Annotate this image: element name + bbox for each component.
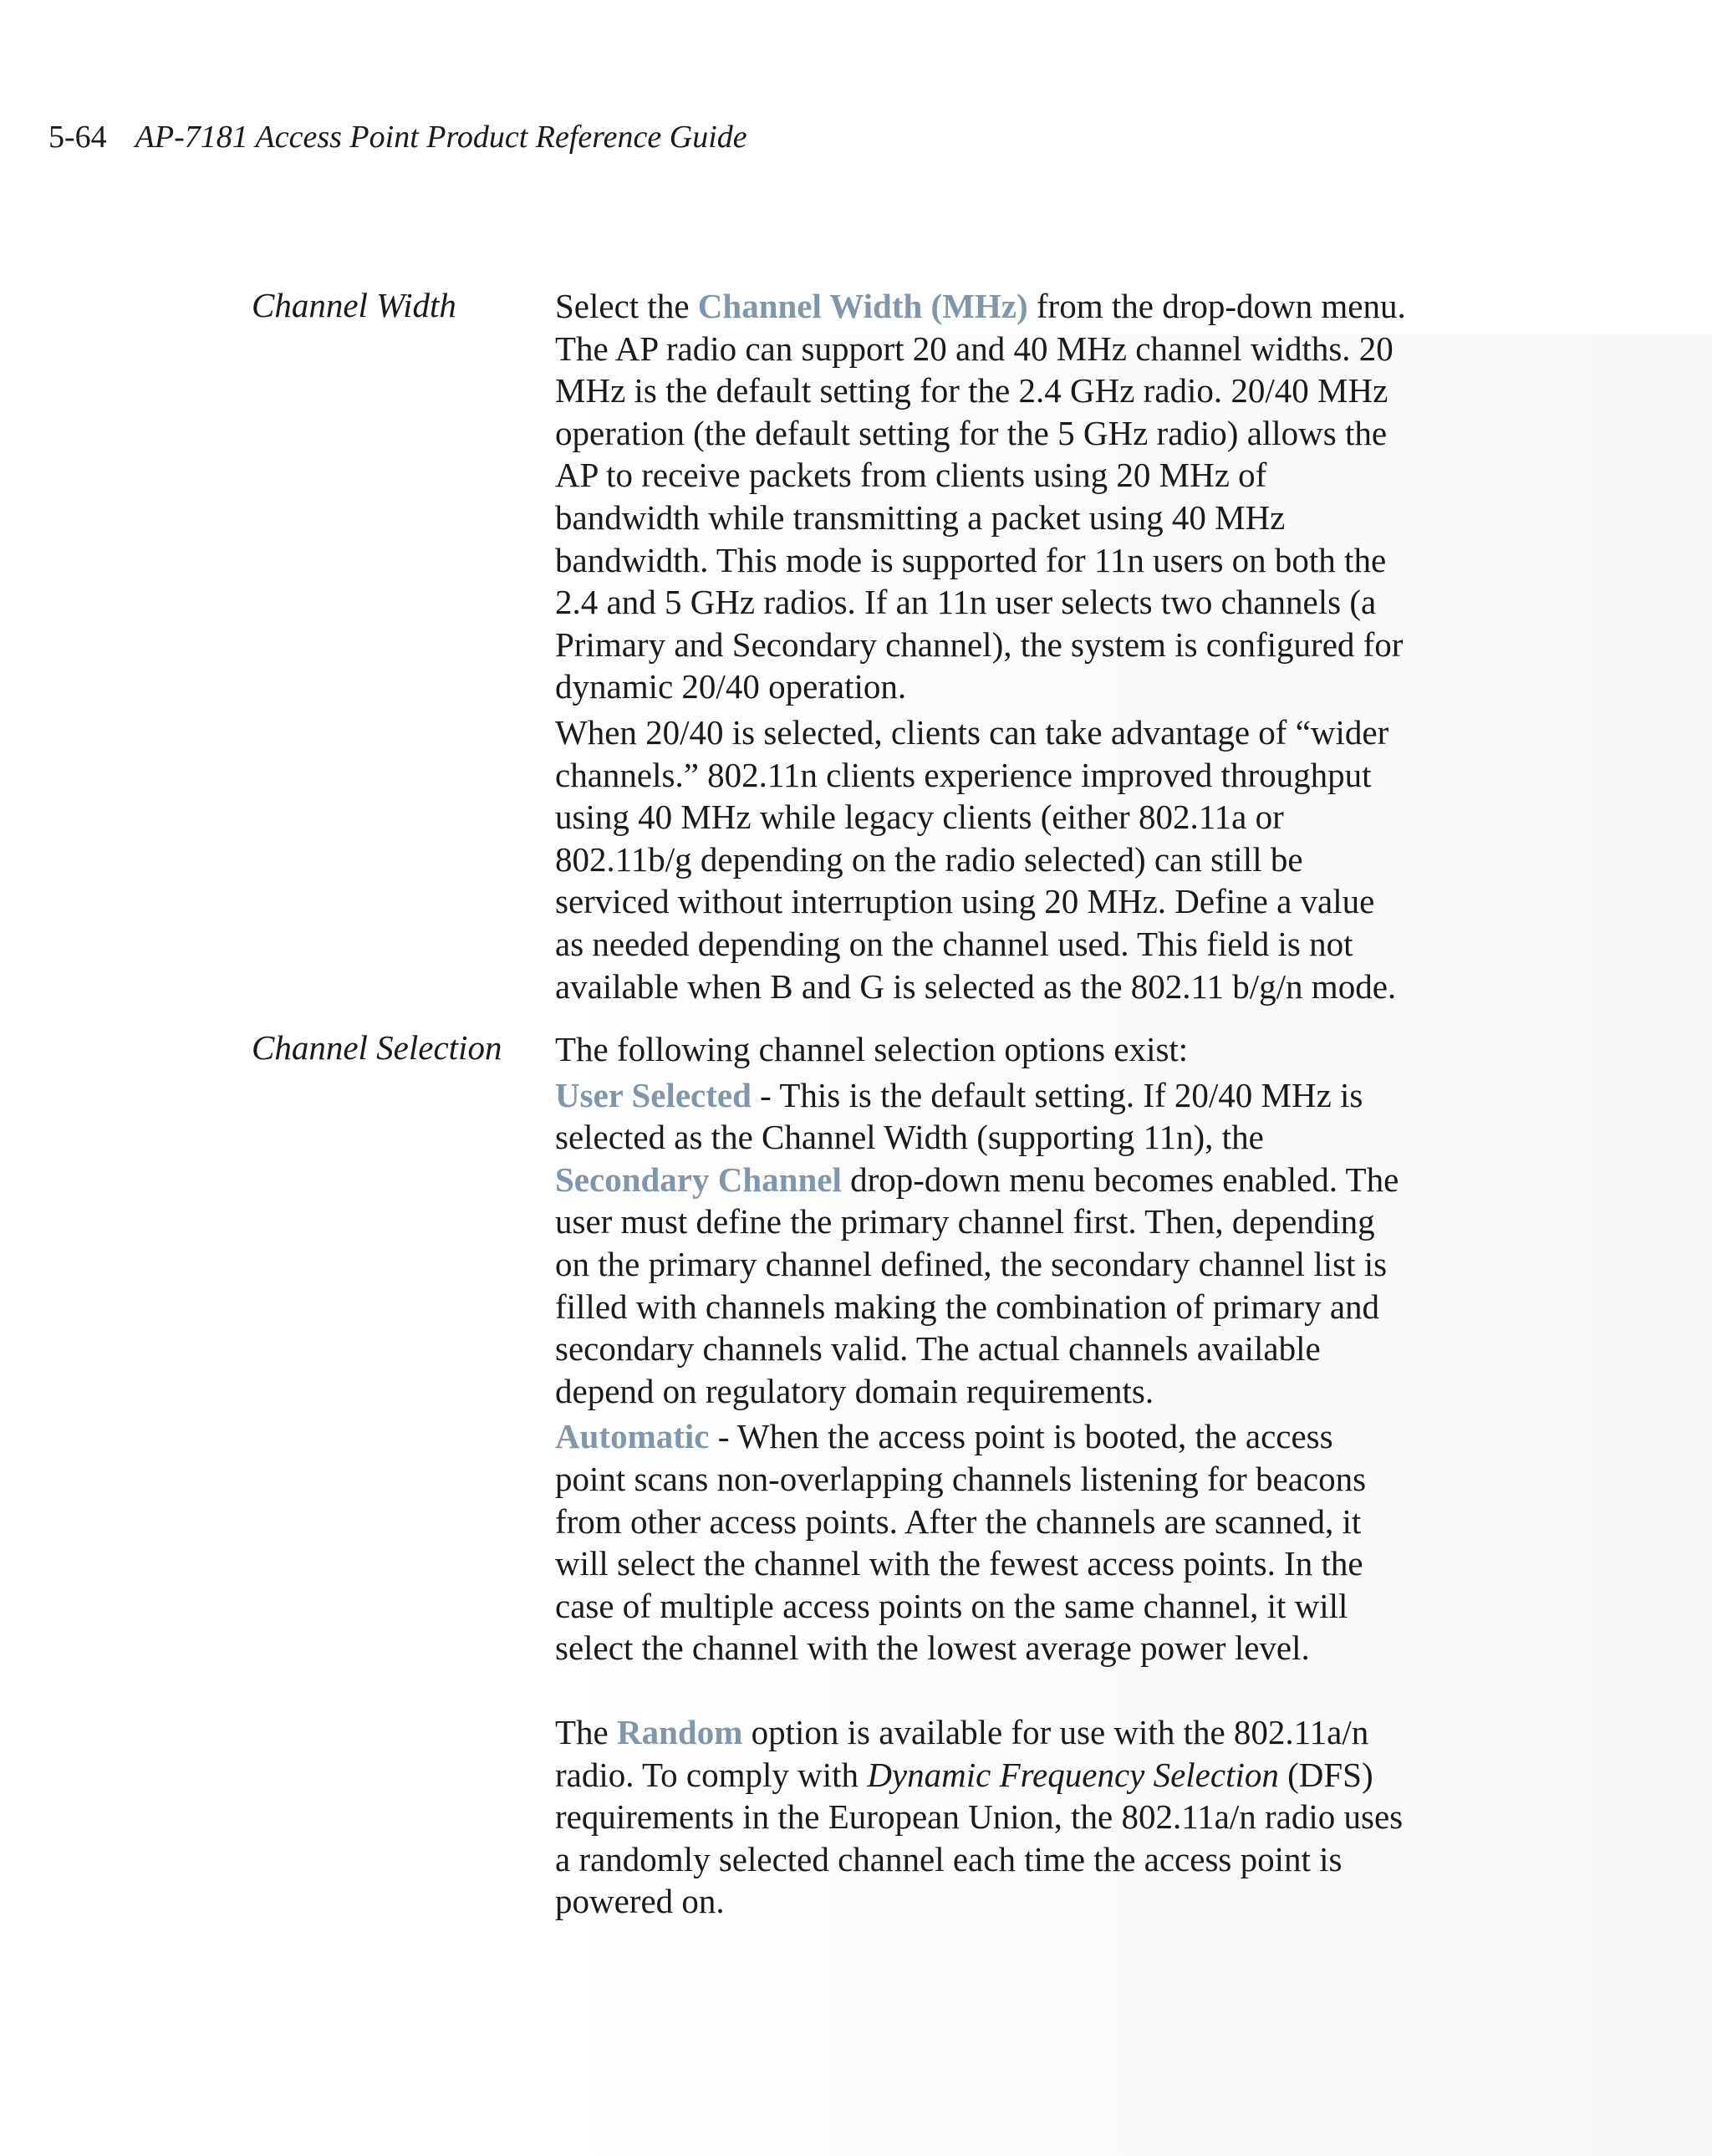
description-channel-selection <box>555 1028 1408 1926</box>
page-number: 5-64 <box>48 120 107 155</box>
italic-term-dfs: Dynamic Frequency Selection <box>867 1755 1279 1794</box>
guide-title: AP-7181 Access Point Product Reference Guide <box>135 120 747 155</box>
text-run: (DFS) requirements in the European Union, the 802.11a/n radio uses a randomly selected channel each time the access point is powered on. <box>555 1755 1404 1921</box>
paragraph <box>555 285 1408 708</box>
keyword-automatic: Automatic <box>555 1417 710 1456</box>
paragraph <box>555 1415 1408 1669</box>
text-run: drop-down menu becomes enabled. The user must define the primary channel first. Then, depending on the primary channel defined, the secondary channel list is filled with channels making the combination of primary and secondary channels valid. The actual channels available depend on regulatory domain requirements. <box>555 1160 1399 1410</box>
paragraph: When 20/40 is selected, clients can take advantage of “wider channels.” 802.11n clients experience improved throughput using 40 MHz while legacy clients (either 802.11a or 802.11b/g depending on the radio selected) can still be serviced without interruption using 20 MHz. Define a value as needed depending on the channel used. This field is not available when B and G is selected as the 802.11 b/g/n mode. <box>555 712 1397 1006</box>
keyword-user-selected: User Selected <box>555 1075 752 1114</box>
text-run: - When the access point is booted, the access point scans non-overlapping channels listening for beacons from other access points. After the channels are scanned, it will select the channel with the fewest access points. In the case of multiple access points on the same channel, it will select the channel with the lowest average power level. <box>555 1417 1367 1668</box>
keyword-secondary-channel: Secondary Channel <box>555 1160 842 1199</box>
paragraph: The following channel selection options exist: <box>555 1030 1189 1068</box>
text-run: The <box>555 1712 617 1751</box>
text-run: - This is the default setting. If 20/40 MHz is selected as the Channel Width (supporting 11n), the <box>555 1075 1363 1157</box>
term-channel-selection: Channel Selection <box>252 1028 502 1067</box>
text-run: from the drop-down menu. The AP radio can support 20 and 40 MHz channel widths. 20 MHz is the default setting for the 2.4 GHz radio. 20/40 MHz operation (the default setting for the 5 GHz radio) allows the AP to receive packets from clients using 20 MHz of bandwidth while transmitting a packet using 40 MHz bandwidth. This mode is supported for 11n users on both the 2.4 and 5 GHz radios. If an 11n user selects two channels (a Primary and Secondary channel), the system is configured for dynamic 20/40 operation. <box>555 287 1406 706</box>
running-header <box>48 115 747 159</box>
paragraph <box>555 1074 1408 1413</box>
paragraph <box>555 1711 1408 1923</box>
keyword-random: Random <box>617 1712 743 1751</box>
text-run: option is available for use with the 802.11a/n radio. To comply with <box>555 1712 1369 1794</box>
text-run: Select the <box>555 287 698 325</box>
description-channel-width <box>555 285 1408 1011</box>
term-channel-width: Channel Width <box>252 286 456 324</box>
keyword-channel-width-mhz: Channel Width (MHz) <box>697 287 1028 325</box>
